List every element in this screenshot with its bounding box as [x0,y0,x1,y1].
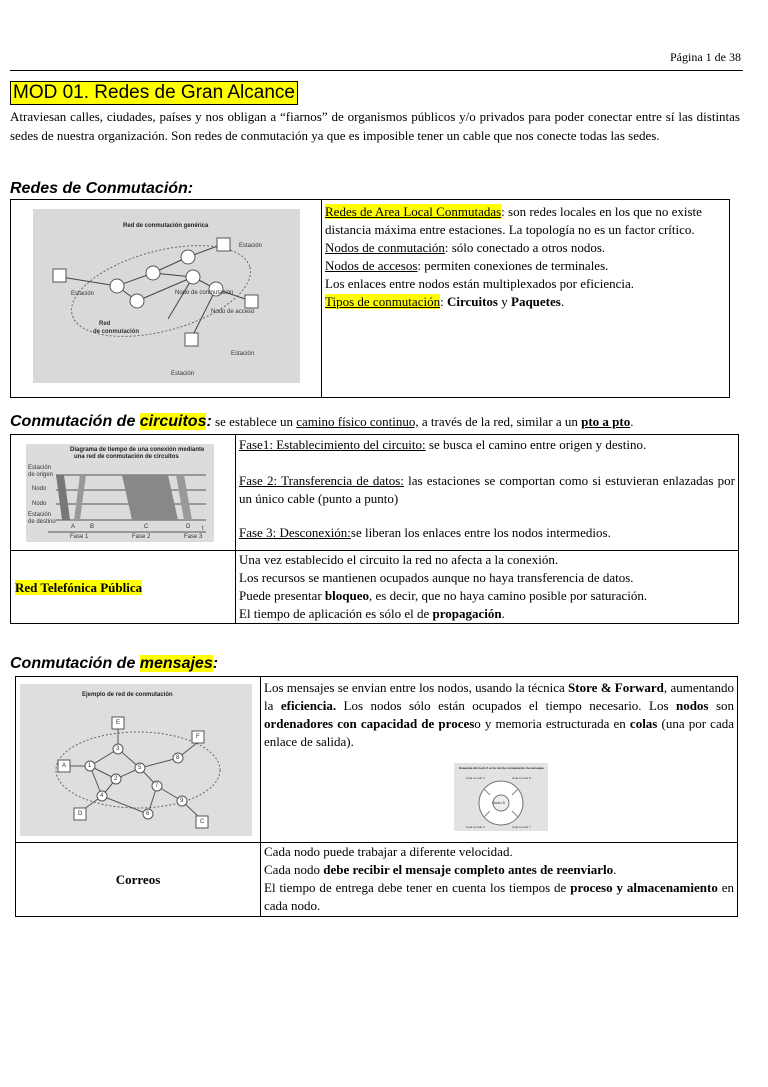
fig-label: Estación [239,243,263,249]
heading-text: : [212,655,219,672]
node-label: D [78,811,83,817]
fig-title: Diagrama de tiempo de una conexión mediante [70,447,205,453]
prop-text: El tiempo de aplicación es sólo el de [239,606,433,621]
fig-label: Fase 1 [70,534,89,540]
fig-label: de destino [28,519,56,525]
node-label: E [116,720,121,726]
section-heading-mensajes [10,654,218,674]
fig-label: Nodo de acceso [211,309,255,315]
fig-label: de conmutación [93,329,140,335]
redes-bold: Paquetes [511,294,561,309]
diagrama-tiempo-figure [26,444,214,542]
prop-line [264,879,734,915]
redes-text: : [440,294,447,309]
fig-title: una red de conmutación de circuitos [74,454,179,460]
node-label: 1 [88,763,92,769]
section-heading-redes: Redes de Conmutación: [10,180,194,197]
msg-text: , aumentando la [264,680,734,713]
circuitos-table [10,434,739,624]
prop-text: El tiempo de entrega debe tener en cuenta los tiempos de [264,880,571,895]
prop-text: Puede presentar [239,588,325,603]
fig-label: Nodo 5 [492,800,505,805]
heading-text: Conmutación de [10,655,140,672]
fig-label: D [186,524,191,530]
header-rule [10,70,743,71]
page-number: Página 1 de 38 [670,50,741,64]
node-label: 4 [100,793,104,799]
redes-table [10,199,730,398]
ejemplo-red-figure [20,684,252,836]
fig-label: B [90,524,95,530]
prop-text: en cada nodo. [264,880,734,913]
fig-label: t [202,526,204,532]
intro-paragraph: Atraviesan calles, ciudades, países y nos obligan a “fiarnos” de organismos públicos y/o privados para poder conectar entre sí las distintas sedes de nuestra organización. Son redes de conmutación ya que es imposible tener un cable que nos conecte todas las sedes. [10,109,740,143]
fig-label: Estación [28,465,52,471]
node-queue-diagram [454,763,548,831]
node-label: C [200,819,205,825]
redes-text-cell [322,200,730,398]
prop-line [239,587,735,605]
node-label: 6 [146,811,150,817]
fase-1 [239,436,735,454]
node-label: F [196,734,200,740]
redes-bold: Circuitos [446,294,498,309]
prop-text: , es decir, que no haya camino posible por saturación. [369,588,648,603]
node-label: 8 [176,755,180,761]
prop-bold: debe recibir el mensaje completo antes de reenviarlo [323,862,614,877]
page-title: MOD 01. Redes de Gran Alcance [10,81,298,105]
node-label: 5 [138,765,142,771]
redes-text: y [498,294,511,309]
prop-text: . [613,862,617,877]
circuitos-props-cell [236,551,739,624]
heading-highlight: circuitos [139,413,207,430]
fase-3-title: Fase 3: Desconexión: [239,525,351,540]
msg-text: o y memoria estructurada en [474,716,630,731]
fase-1-title: Fase1: Establecimiento del circuito: [239,437,426,452]
fig-label: Estación [231,351,255,357]
mensajes-paragraph [264,679,734,751]
node-label: 3 [116,746,120,752]
heading-text: : [206,413,212,430]
prop-line: Cada nodo puede trabajar a diferente velocidad. [264,844,513,859]
msg-bold: colas [629,716,658,731]
circuitos-fases-cell [236,435,739,551]
mensajes-label-cell [16,843,261,917]
fig-label: Fase 3 [184,534,203,540]
fig-label: Estación [28,512,52,518]
prop-text: Cada nodo [264,862,324,877]
fig-title: Ejemplo de red de conmutación [82,692,173,698]
fase-2 [239,472,735,508]
fig-label: C [144,524,149,530]
redes-text: . [560,294,565,309]
msg-text: Los nodos sólo están ocupados el tiempo necesario. Los [336,698,676,713]
heading-desc-bold: pto a pto [581,414,631,429]
msg-bold: eficiencia. [280,698,337,713]
mensajes-table [15,676,738,917]
msg-text: son [708,698,735,713]
msg-bold: ordenadores con capacidad de proces [264,716,475,731]
fig-label: Cola a nodo 2 [466,825,485,829]
redes-link-lan: Redes de Area Local Conmutadas [325,204,502,219]
fig-label: A [71,524,76,530]
heading-desc: a través de la red, similar a un [418,414,582,429]
message-network-diagram [20,684,252,836]
heading-text: Conmutación de [10,413,140,430]
heading-desc-link: camino físico continuo, [296,414,419,429]
fig-title: Esquema del nodo 5 en la red de conmutación de mensajes [459,766,545,770]
msg-bold: Store & Forward [568,680,664,695]
fase-3 [239,524,735,542]
redes-text: : son redes locales en los que no existe distancia máxima entre estaciones. La topología no es un factor crítico. [325,204,702,237]
node-label: 7 [155,783,159,789]
red-telefonica-label: Red Telefónica Pública [15,579,143,595]
red-conmutacion-figure [33,209,300,383]
nodo-5-figure [454,763,548,831]
fig-label: Nodo de conmutación [175,290,234,296]
prop-text: . [501,606,505,621]
redes-text: : permiten conexiones de terminales. [417,258,609,273]
node-label: 2 [114,776,118,782]
circuitos-figure-cell [11,435,236,551]
fase-2-title: Fase 2: Transferencia de datos: [239,473,404,488]
redes-link-tipos: Tipos de conmutación [325,294,441,309]
fig-label: Estación [71,291,95,297]
fig-label: Red [99,321,111,327]
fase-1-text: se busca el camino entre origen y destino. [425,437,647,452]
prop-line [239,605,735,623]
prop-bold: bloqueo [324,588,369,603]
prop-line [264,861,734,879]
redes-text: Los enlaces entre nodos están multiplexados por eficiencia. [325,276,635,291]
fig-label: Estación [171,371,195,377]
mensajes-figure-cell [16,677,261,843]
prop-line: Los recursos se mantienen ocupados aunque no haya transferencia de datos. [239,570,634,585]
mensajes-props-cell [261,843,738,917]
redes-link-nodos-conm: Nodos de conmutación [325,240,445,255]
heading-desc: . [630,414,634,429]
msg-text: (una por cada enlace de salida). [264,716,734,749]
fig-label: Cola a nodo 7 [512,825,531,829]
redes-text: : sólo conectado a otros nodos. [444,240,606,255]
prop-bold: propagación [432,606,502,621]
heading-desc: se establece un [211,414,297,429]
fase-2-text: las estaciones se comportan como si estuvieran enlazadas por un único cable (punto a punto) [239,473,735,506]
section-heading-circuitos [10,412,633,432]
heading-highlight: mensajes [139,655,213,672]
circuitos-label-cell [11,551,236,624]
mensajes-text-cell [261,677,738,843]
fig-label: Cola a nodo 3 [466,776,485,780]
redes-link-nodos-acc: Nodos de accesos [325,258,418,273]
redes-figure-cell [11,200,322,398]
prop-bold: proceso y almacenamiento [570,880,718,895]
prop-line: Una vez establecido el circuito la red no afecta a la conexión. [239,552,559,567]
fig-label: de origen [28,472,54,478]
node-label: A [62,763,67,769]
fase-3-text: se liberan los enlaces entre los nodos intermedios. [350,525,611,540]
fig-label: Nodo [32,501,47,507]
correos-label: Correos [115,872,161,887]
fig-label: Cola a nodo 8 [512,776,531,780]
fig-label: Fase 2 [132,534,151,540]
msg-text: Los mensajes se envian entre los nodos, usando la técnica [264,680,569,695]
node-label: 9 [180,798,184,804]
msg-bold: nodos [675,698,709,713]
fig-label: Nodo [32,486,47,492]
fig-title: Red de conmutación genérica [123,223,209,229]
